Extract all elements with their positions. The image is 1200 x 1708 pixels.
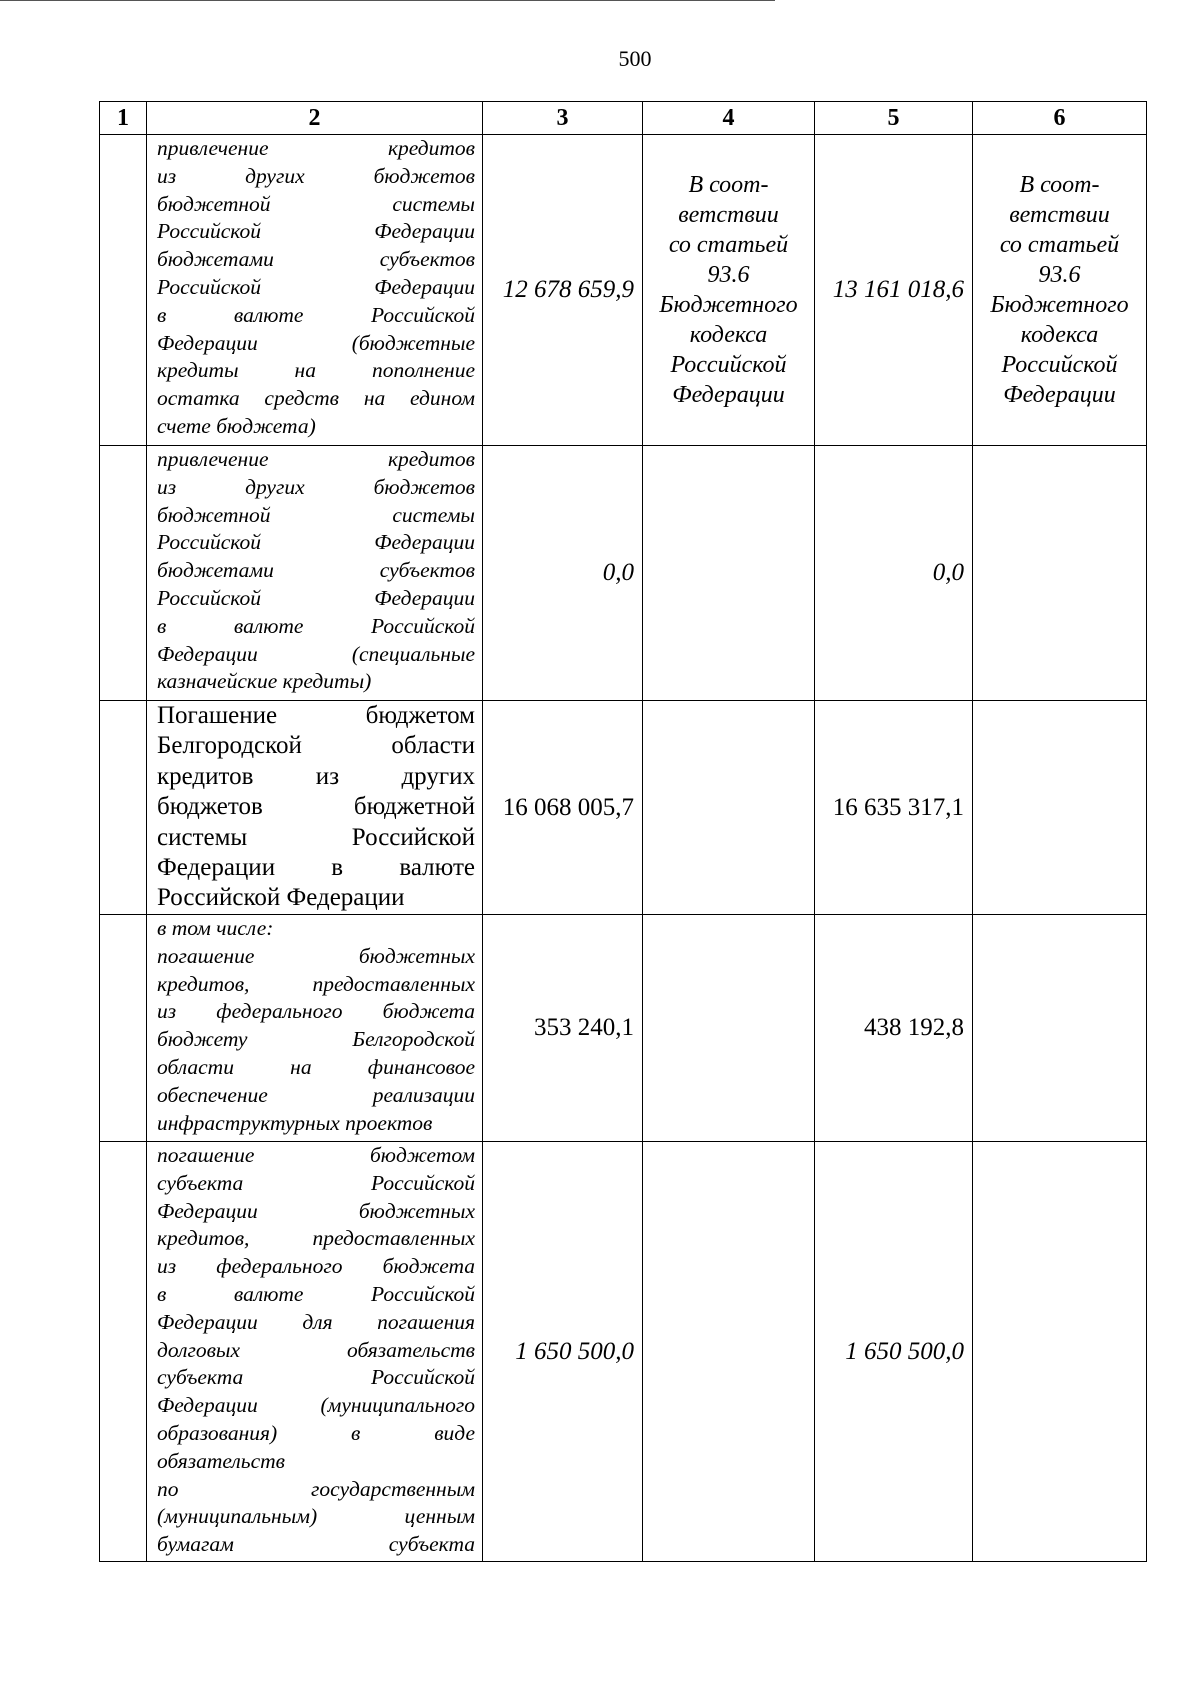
- desc-line: Российской Федерации: [157, 274, 475, 299]
- value-col5: 13 161 018,6: [815, 135, 973, 446]
- empty-cell: [643, 915, 815, 1142]
- value-col3: 12 678 659,9: [483, 135, 643, 446]
- col-header-5: 5: [815, 102, 973, 135]
- table-row: [100, 135, 1147, 446]
- legal-note-col4: В соот- ветствии со статьей 93.6 Бюджетного кодекса Российской Федерации: [643, 135, 815, 446]
- value-col3: 0,0: [483, 446, 643, 701]
- table-row: [100, 1142, 1147, 1562]
- desc-line: бюджетов бюджетной: [157, 793, 475, 821]
- desc-line: Федерации (специальные: [157, 641, 475, 666]
- desc-line: Федерации в валюте: [157, 854, 475, 882]
- desc-line: (муниципальным) ценным: [157, 1504, 475, 1529]
- desc-line: погашение бюджетом: [157, 1143, 475, 1167]
- desc-line: субъекта Российской: [157, 1170, 475, 1195]
- desc-line: привлечение кредитов: [157, 136, 475, 160]
- table-row: [100, 701, 1147, 915]
- empty-cell: [643, 701, 815, 915]
- desc-line: Федерации (бюджетные: [157, 330, 475, 355]
- desc-line: кредиты на пополнение: [157, 358, 475, 383]
- desc-line: инфраструктурных проектов: [157, 1110, 433, 1135]
- desc-line: казначейские кредиты): [157, 669, 372, 694]
- value-col5: 1 650 500,0: [815, 1142, 973, 1562]
- desc-line: бумагам субъекта: [157, 1532, 475, 1557]
- desc-line: из федерального бюджета: [157, 999, 475, 1024]
- value-col5: 16 635 317,1: [815, 701, 973, 915]
- desc-line: из других бюджетов: [157, 163, 475, 188]
- header-row: [100, 102, 1147, 135]
- row-index-cell: [100, 446, 147, 701]
- table-row: [100, 446, 1147, 701]
- desc-line: кредитов, предоставленных: [157, 971, 475, 996]
- desc-line: из федерального бюджета: [157, 1254, 475, 1279]
- desc-line: по государственным: [157, 1476, 475, 1501]
- desc-line: привлечение кредитов: [157, 447, 475, 471]
- desc-line: в валюте Российской: [157, 613, 475, 638]
- desc-line: бюджету Белгородской: [157, 1027, 475, 1052]
- empty-cell: [973, 446, 1147, 701]
- desc-line: обязательств: [157, 1448, 285, 1473]
- budget-table: [99, 101, 1147, 1562]
- row-description: [147, 915, 483, 1142]
- desc-line: в том числе:: [157, 916, 274, 940]
- desc-line: бюджетной системы: [157, 502, 475, 527]
- desc-line: системы Российской: [157, 823, 475, 851]
- desc-line: Федерации бюджетных: [157, 1198, 475, 1223]
- desc-line: бюджетами субъектов: [157, 558, 475, 583]
- value-col3: 1 650 500,0: [483, 1142, 643, 1562]
- row-index-cell: [100, 1142, 147, 1562]
- desc-line: остатка средств на едином: [157, 386, 475, 411]
- desc-line: из других бюджетов: [157, 474, 475, 499]
- desc-line: в валюте Российской: [157, 302, 475, 327]
- value-col5: 438 192,8: [815, 915, 973, 1142]
- desc-line: счете бюджета): [157, 413, 316, 438]
- desc-line: Российской Федерации: [157, 585, 475, 610]
- desc-line: субъекта Российской: [157, 1365, 475, 1390]
- desc-line: Российской Федерации: [157, 219, 475, 244]
- value-col3: 353 240,1: [483, 915, 643, 1142]
- row-index-cell: [100, 135, 147, 446]
- empty-cell: [973, 701, 1147, 915]
- desc-line: образования) в виде: [157, 1420, 475, 1445]
- empty-cell: [973, 1142, 1147, 1562]
- table-row: [100, 915, 1147, 1142]
- legal-note-col6: В соот- ветствии со статьей 93.6 Бюджетного кодекса Российской Федерации: [973, 135, 1147, 446]
- col-header-1: 1: [100, 102, 147, 135]
- row-index-cell: [100, 915, 147, 1142]
- desc-line: Федерации для погашения: [157, 1309, 475, 1334]
- desc-line: области на финансовое: [157, 1054, 475, 1079]
- desc-line: Федерации (муниципального: [157, 1393, 475, 1418]
- top-rule: [0, 0, 775, 1]
- desc-line: Российской Федерации: [157, 530, 475, 555]
- empty-cell: [973, 915, 1147, 1142]
- empty-cell: [643, 446, 815, 701]
- desc-line: обеспечение реализации: [157, 1082, 475, 1107]
- row-description: [147, 701, 483, 915]
- desc-line: погашение бюджетных: [157, 943, 475, 968]
- desc-line: бюджетами субъектов: [157, 247, 475, 272]
- desc-line: Российской Федерации: [157, 884, 405, 912]
- desc-line: кредитов, предоставленных: [157, 1226, 475, 1251]
- row-description: [147, 446, 483, 701]
- desc-line: долговых обязательств: [157, 1337, 475, 1362]
- desc-line: в валюте Российской: [157, 1281, 475, 1306]
- col-header-6: 6: [973, 102, 1147, 135]
- value-col3: 16 068 005,7: [483, 701, 643, 915]
- col-header-4: 4: [643, 102, 815, 135]
- row-description: [147, 1142, 483, 1562]
- row-description: [147, 135, 483, 446]
- desc-line: бюджетной системы: [157, 191, 475, 216]
- page-number: 500: [618, 46, 652, 71]
- value-col5: 0,0: [815, 446, 973, 701]
- col-header-2: 2: [147, 102, 483, 135]
- empty-cell: [643, 1142, 815, 1562]
- col-header-3: 3: [483, 102, 643, 135]
- desc-line: Погашение бюджетом: [157, 702, 475, 729]
- row-index-cell: [100, 701, 147, 915]
- desc-line: кредитов из других: [157, 762, 475, 790]
- desc-line: Белгородской области: [157, 732, 475, 760]
